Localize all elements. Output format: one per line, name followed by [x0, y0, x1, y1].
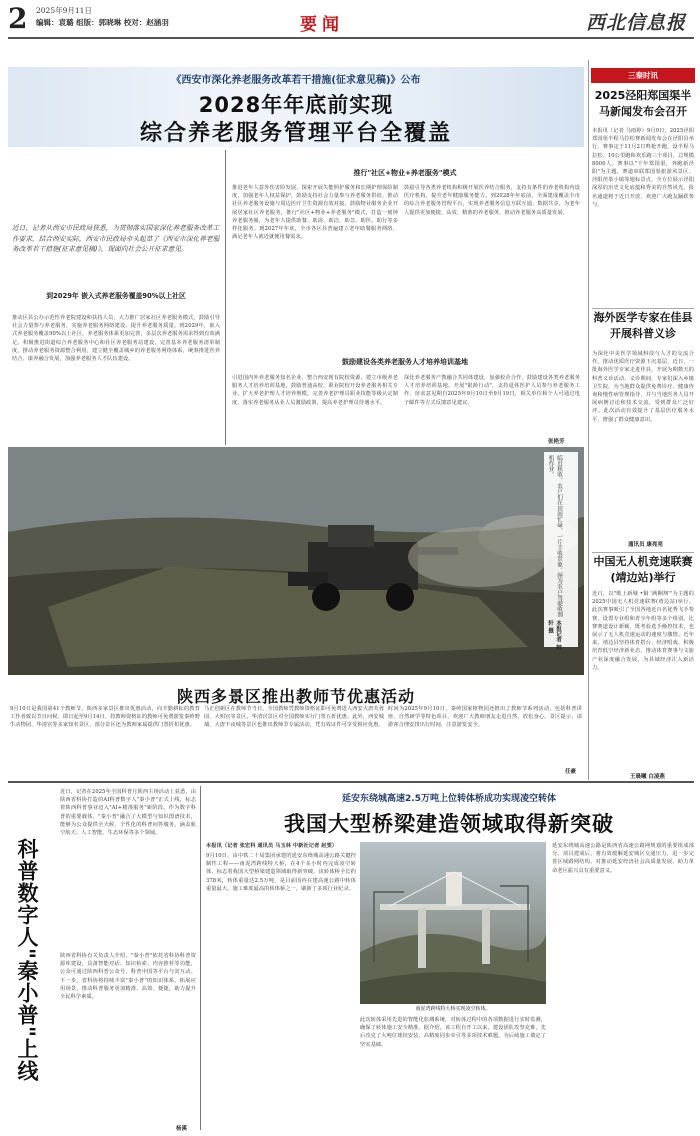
bridge-kicker: 延安东绕城高速2.5万吨上位转体桥成功实现凌空转体 — [342, 794, 556, 804]
edu-byline: 任豪 — [565, 769, 577, 775]
vertical-story-body-col1: 近日，记者在2025年全国科普月陕西主场活动上获悉，由陕西省科协打造的AI科普数字人"秦小普"正式上线，标志着陕西科普事业迈入"AI+精准服务"新阶段。作为数字科普的重要载体，"秦小普"融合了大模型与知识图谱技术，能够为公众提供全天候、个性化的科普问答服务，涵盖航空航天、人工智能、生态环保等多个领域。 — [60, 789, 196, 837]
vertical-story-byline: 杨溪 — [176, 1126, 188, 1132]
sidebar-story1-headline: 2025泾阳郑国渠半马新闻发布会召开 — [594, 89, 692, 118]
staff-credits: 编辑：袁璐 组版：郭晓琳 校对：赵涵羽 — [36, 18, 169, 27]
sidebar-label — [591, 68, 695, 83]
lead-body-col1: 推动区县公办示范性养老院建设和扶持人员，大力推广居家社区养老服务模式，鼓励引导社会力量参与养老服务，实施养老服务网络建设、提升养老服务质量。到2029年，嵌入式养老服务覆盖90%以上社区，养老服务体系更加完善，多层次养老服务需求得到有效满足。积极推进街道综合养老服务中心和社区养老服务站建设，完善基本养老服务清单制度，推动养老服务资源整合利用，建立健全覆盖城乡的养老服务网络体系，统筹推进医养结合、康养融合发展，加强养老服务人才队伍建设。 — [12, 315, 220, 363]
lead-body-col4: 引进国内外养老服务知名企业，整合西安现有院校资源，建立市级养老服务人才培养培训基地，鼓励普通高校、职业院校开设养老服务相关专业，扩大养老护理人才培养规模，完善养老护理员职业技能等级认定制度，落实养老服务从业人员激励政策，提高养老护理员待遇水平。 — [232, 375, 398, 406]
bridge-photo — [360, 842, 546, 1004]
lead-section1-title: 到2029年 嵌入式养老服务覆盖90%以上社区 — [46, 292, 186, 300]
sidebar-story3-byline: 王晨曦 白凌燕 — [630, 774, 665, 780]
sidebar-story2-headline: 海外医学专家在佳县开展科普义诊 — [593, 311, 693, 340]
sidebar-divider-1 — [592, 308, 694, 309]
newspaper-logo: 西北信息报 — [586, 12, 687, 34]
harvest-caption-credit: 本报记者 韩轩 摄 — [547, 620, 561, 650]
sidebar-story2-body: 为深化中美医学领域科技与人才的交流合作，推动优质医疗资源下沉基层，近日，一批海外医学专家走进佳县，开展为期数天的科普义诊活动。义诊期间，专家们深入乡镇卫生院，为当地群众提供免费诊疗、健康咨询和慢性病管理指导，并与当地医务人员开展病例讨论和技术交流，受到群众广泛好评。此次活动有效提升了基层医疗服务水平，增强了群众健康意识。 — [592, 351, 694, 423]
lead-byline: 张艳芳 — [548, 439, 565, 445]
harvest-caption-text: 临近秋收，农户们在田间忙碌，一片丰收景象。图为农户驾驶收割机作业。 — [547, 455, 562, 618]
harvest-scene — [8, 447, 584, 675]
edition-title: 要闻 — [300, 15, 344, 35]
lead-summary: 近日，记者从西安市民政局获悉，为贯彻落实国家深化养老服务改革工作要求，结合西安实际，西安市民政局牵头起草了《西安市深化养老服务改革若干措施(征求意见稿)》，现面向社会公开征求意见。 — [12, 224, 220, 253]
harvest-photo-caption — [544, 452, 578, 650]
lead-kicker: 《西安市深化养老服务改革若干措施(征求意见稿)》公布 — [171, 75, 421, 86]
sidebar-divider-2 — [592, 552, 694, 553]
vertical-story-title: 科普数字人"秦小普"上线 — [15, 838, 39, 1082]
bridge-photo-caption: 南泥湾跨线特大桥实现凌空转体。 — [415, 1006, 491, 1012]
issue-date: 2025年9月11日 — [36, 6, 92, 15]
sidebar-story3-headline: 中国无人机竞速联赛(靖边站)举行 — [593, 555, 693, 584]
bridge-scene — [360, 842, 546, 1004]
masthead-rule — [8, 37, 694, 39]
bridge-body-col3: 延安东绕城高速公路是陕西省高速公路网规划的重要组成部分。项目建成后，将有效缓解延安城区交通压力，进一步完善区域路网结构，对推动延安经济社会高质量发展、助力革命老区振兴具有重要意义。 — [552, 843, 694, 874]
lead-headline-line1: 2028年年底前实现 — [198, 93, 394, 117]
sidebar-rule — [588, 60, 589, 780]
edu-body-col2: 马正创新区在教师节当日，全国教师凭教师资格证即可免费进入西安大唐芙蓉园、大明宫等景区。华清宫景区对全国教师实行门票五折优惠。此外，西安城墙、大唐不夜城等景区也推出教师节专属活动，凭有效证件可享受相应优惠。 — [204, 706, 384, 729]
lead-body-col3: 鼓励引导各类养老机构积极开展医养结合服务，支持有条件的养老机构内设医疗机构，提升老年健康服务能力。到2028年年底前，全面建成覆盖全市的综合养老服务管理平台，实现养老服务信息互联互通、数据共享，为老年人提供更加便捷、高效、精准的养老服务，推动养老服务高质量发展。 — [404, 185, 580, 216]
lead-body-col2: 推进老年人意外伤害险发展，探索开展失能照护服务和长期护理保险制度，加强老年人权益保护，鼓励支持社会力量参与养老服务供给。推动社区养老服务设施与周边医疗卫生资源有效对接，鼓励物业服务企业开展居家社区养老服务，推行"社区+物业+养老服务"模式，打造一刻钟养老服务圈，为老年人提供助餐、助浴、助洁、助急、助医、助行等多样化服务。到2027年年底，全市各区县普遍建立老年助餐服务网络，满足老年人就近就便用餐需求。 — [232, 185, 398, 241]
sidebar-story2-byline: 通讯员 康亮亮 — [628, 542, 663, 548]
bridge-body-col1: 9月10日，由中铁二十局集团承建的延安东绕城高速公路关键控制性工程——南泥湾跨线特大桥，在4个多小时内完成凌空转体，标志着我国大型桥梁建造领域取得新突破。该转体桥全长约378米，转体重量达2.5万吨，是目前国内在建高速公路中转体重量最大、施工难度最高的转体桥之一，刷新了多项行业纪录。 — [206, 853, 356, 892]
bottom-column-rule — [200, 786, 201, 1130]
lead-body-col5: 深化养老服务产教融合共同体建设，加强校企合作，鼓励建设各类养老服务人才培养培训基地。开展"银龄行动"，支持退休医护人员参与养老服务工作。征求意见期自2025年9月10日至9月19日，相关单位和个人可通过电子邮件等方式反馈意见建议。 — [404, 375, 580, 406]
sidebar-story1-body: 本报讯（记者 马雨婷）9月9日，2025泾阳郑国渠半程马拉松赛新闻发布会在泾阳县举行。赛事定于11月2日鸣枪开跑，设半程马拉松、10公里跑和欢乐跑三个项目，总规模8000人。赛事以"千年郑国渠，奔跑新泾阳"为主题，赛道串联郑国渠旅游风景区、泾阳茯茶小镇等地标景点，全方位展示泾阳深厚的历史文化底蕴和秀美的自然风光。报名通道将于近日开放，欢迎广大跑友踊跃参与。 — [592, 128, 694, 208]
lead-section3-title: 鼓励建设各类养老服务人才培养培训基地 — [342, 358, 468, 366]
section-rule — [8, 781, 694, 783]
bridge-headline: 我国大型桥梁建造领域取得新突破 — [284, 812, 614, 836]
lead-headline-line2: 综合养老服务管理平台全覆盖 — [139, 121, 452, 146]
column-rule — [225, 150, 226, 445]
edu-body-col3: 时间为2025年9月10日，秦岭国家植物园还推出了教师节系列活动，包括科普讲座、自然研学等特色项目，欢迎广大教师朋友走进自然，放松身心。景区提示，请游客合理安排出行时间，注意游览安全。 — [388, 706, 582, 729]
bridge-reporters: 本报讯（记者 张宏科 通讯员 马玉林 中新社记者 赵雯） — [206, 843, 338, 849]
lead-section2-title: 推行"社区+物业+养老服务"模式 — [353, 169, 457, 177]
page-number: 2 — [8, 2, 28, 35]
sidebar-story3-body: 近日，以"歌上新城 •铜 '满翱翔'"为主题的2025中国无人机竞速联赛(靖边站)举行。此次赛事吸引了全国各地近百名优秀飞手参赛，设置专业组和青少年组等多个组别。比赛赛道设计新颖，既考验选手操控技术，也展示了无人机竞速运动的速度与激情。近年来，靖边县坚持体育搭台、经济唱戏，积极培育低空经济新业态，推动体育赛事与文旅产业深度融合发展，为县域经济注入新活力。 — [592, 591, 694, 671]
sidebar-label-text: 三秦时讯 — [628, 71, 658, 80]
vertical-story-body-col2: 陕西省科协有关负责人介绍，"秦小普"依托省科协科普资源库建设，具备智能对话、知识检索、内容推荐等功能，公众可通过陕西科普公众号、科普中国等平台与其互动。下一步，省科协将持续丰富"秦小普"的知识体系，拓展应用场景，推动科普服务更加精准、高效、便捷，助力提升全民科学素质。 — [60, 953, 196, 1001]
bridge-body-col2: 此次转体采用先进的智能化监测系统，对转体过程中的各项数据进行实时监测，确保了转体施工安全精准。据介绍，该工程自开工以来，建设团队攻坚克难，先后攻克了大吨位球铰安装、高精度同步牵引等多项技术难题，为后续施工奠定了坚实基础。 — [360, 1017, 546, 1048]
harvest-photo — [8, 447, 584, 675]
edu-body-col1: 9月10日是我国第41个教师节。陕西多家景区推出优惠活动，向辛勤耕耘的教育工作者致以节日问候。即日起至9月14日，持教师资格证的教师可免费游览秦岭野生动物园、华清宫等多家知名景区，部分景区还为教师家属提供门票折扣优惠。 — [10, 706, 200, 729]
edu-headline: 陕西多景区推出教师节优惠活动 — [176, 687, 415, 706]
